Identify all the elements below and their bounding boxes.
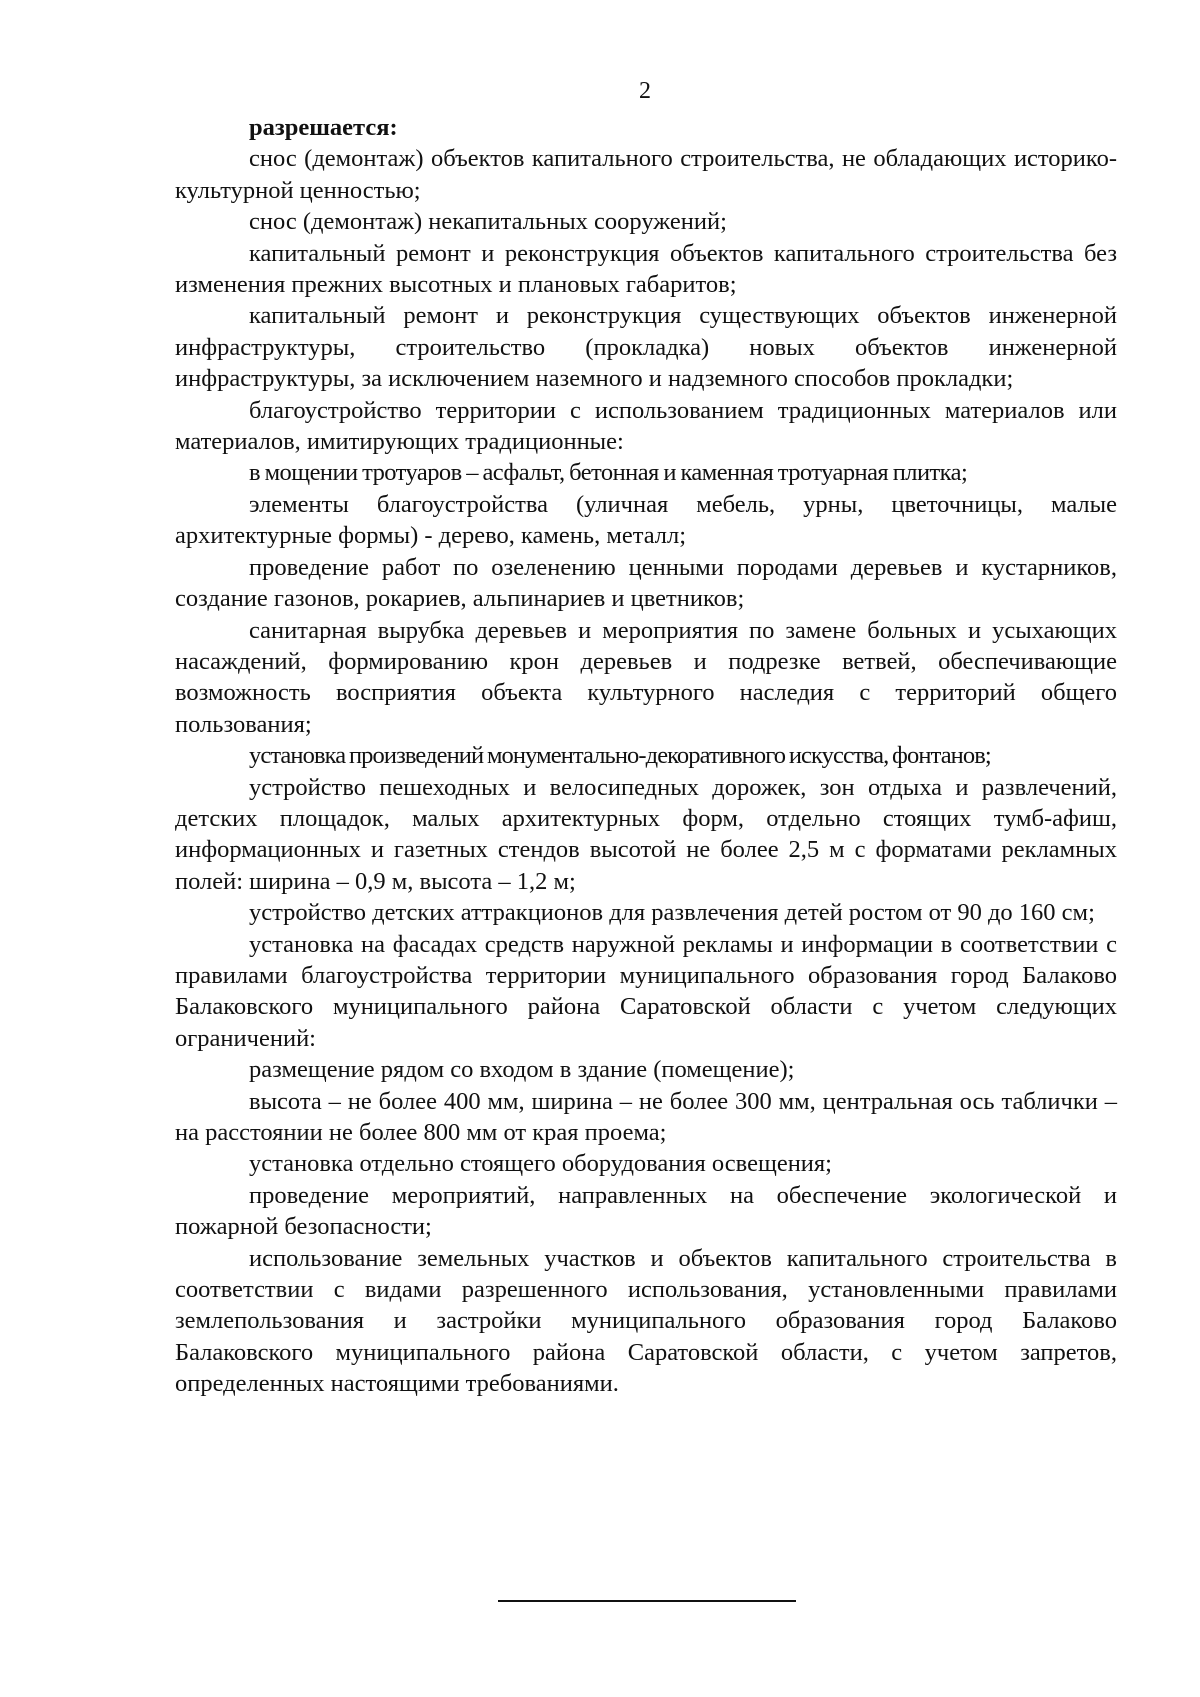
paragraph: элементы благоустройства (уличная мебель, урны, цветочницы, малые архитектурные формы) - дерево, камень, металл; [175,490,1117,550]
paragraph: установка произведений монументально-декоративного искусства, фонтанов; [249,742,991,770]
paragraph: высота – не более 400 мм, ширина – не более 300 мм, центральная ось таблички – на расстоянии не более 800 мм от края проема; [175,1087,1117,1146]
paragraph: проведение работ по озеленению ценными породами деревьев и кустарников, создание газонов, рокариев, альпинариев и цветников; [175,553,1117,613]
paragraph: снос (демонтаж) объектов капитального строительства, не обладающих историко-культурной ценностью; [175,145,1117,204]
paragraph: устройство детских аттракционов для развлечения детей ростом от 90 до 160 см; [249,899,1095,927]
paragraph: проведение мероприятий, направленных на обеспечение экологической и пожарной безопасности; [175,1181,1117,1241]
paragraph: капитальный ремонт и реконструкция объектов капитального строительства без изменения прежних высотных и плановых габаритов; [175,239,1117,299]
paragraph: снос (демонтаж) некапитальных сооружений; [249,208,727,236]
page-number: 2 [639,78,651,104]
document-body [175,112,1117,1400]
paragraph: санитарная вырубка деревьев и мероприятия по замене больных и усыхающих насаждений, формированию крон деревьев и подрезке ветвей, обеспечивающие возможность восприятия объекта культурного наследия с территорий общего пользования; [175,616,1117,738]
paragraph: в мощении тротуаров – асфальт, бетонная и каменная тротуарная плитка; [249,459,968,487]
paragraph: использование земельных участков и объектов капитального строительства в соответствии с видами разрешенного использования, установленными правилами землепользования и застройки муниципального образования город Балаково Балаковского муниципального района Саратовской области, с учетом запретов, определенных настоящими требованиями. [175,1244,1117,1398]
end-of-document-rule [498,1600,796,1602]
paragraph: устройство пешеходных и велосипедных дорожек, зон отдыха и развлечений, детских площадок, малых архитектурных форм, отдельно стоящих тумб-афиш, информационных и газетных стендов высотой не более 2,5 м с форматами рекламных полей: ширина – 0,9 м, высота – 1,2 м; [175,773,1117,895]
paragraph: капитальный ремонт и реконструкция существующих объектов инженерной инфраструктуры, строительство (прокладка) новых объектов инженерной инфраструктуры, за исключением наземного и надземного способов прокладки; [175,302,1117,393]
section-heading: разрешается: [249,114,398,141]
paragraph: благоустройство территории с использованием традиционных материалов или материалов, имитирующих традиционные: [175,396,1117,456]
paragraph: установка отдельно стоящего оборудования освещения; [249,1150,832,1178]
paragraph: размещение рядом со входом в здание (помещение); [249,1056,795,1084]
paragraph: установка на фасадах средств наружной рекламы и информации в соответствии с правилами благоустройства территории муниципального образования город Балаково Балаковского муниципального района Саратовской области с учетом следующих ограничений: [175,930,1117,1052]
